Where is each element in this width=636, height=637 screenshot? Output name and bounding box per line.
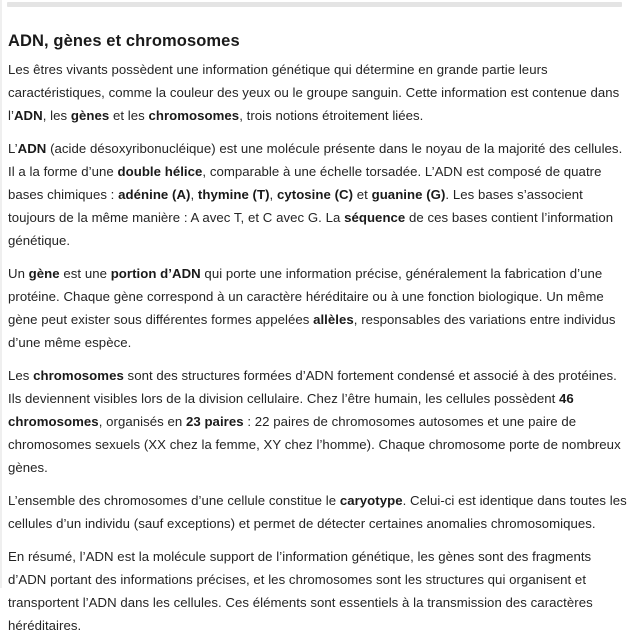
bold-term: chromosomes — [148, 108, 240, 123]
page-title: ADN, gènes et chromosomes — [8, 32, 240, 50]
text-run: L’ensemble des chromosomes d’une cellule constitue le — [8, 493, 340, 508]
text-run: , trois notions étroitement liées. — [239, 108, 424, 123]
text-run: Un — [8, 266, 29, 281]
bold-term: 23 paires — [185, 414, 244, 429]
bold-term: cytosine (C) — [276, 187, 354, 202]
text-run: est une — [59, 266, 111, 281]
paragraph — [8, 137, 628, 252]
bold-term: caryotype — [339, 493, 403, 508]
paragraph — [8, 58, 628, 127]
paragraph — [8, 545, 628, 637]
text-run: , organisés en — [98, 414, 186, 429]
text-run: : 22 paires de chromosomes autosomes et une paire de chromosomes sexuels (XX chez la femme, XY chez l’homme). Chaque chromosome porte de nombreux gènes. — [8, 414, 621, 475]
text-run: , les — [42, 108, 71, 123]
bold-term: gène — [28, 266, 60, 281]
paragraph — [8, 364, 628, 479]
article — [8, 30, 628, 637]
bold-term: séquence — [344, 210, 406, 225]
text-run: L’ — [8, 141, 18, 156]
text-run: . Celui-ci est identique dans toutes les cellules d’un individu (sauf exceptions) et permet de détecter certaines anomalies chromosomiques. — [8, 493, 627, 531]
text-run: , responsables des variations entre individus d’une même espèce. — [8, 312, 616, 350]
text-run: sont des structures formées d’ADN fortement condensé et associé à des protéines. Ils deviennent visibles lors de la division cellulaire. Chez l’être humain, les cellules possèdent — [8, 368, 617, 406]
paragraph — [8, 489, 628, 535]
text-run: Les êtres vivants possèdent une information génétique qui détermine en grande partie leurs caractéristiques, comme la couleur des yeux ou le groupe sanguin. Cette information est contenue dans l’ — [8, 62, 620, 123]
top-divider-bar — [7, 2, 622, 7]
text-run: Les — [8, 368, 34, 383]
bold-term: guanine (G) — [371, 187, 446, 202]
text-run: et les — [109, 108, 149, 123]
text-run: , — [269, 187, 277, 202]
bold-term: allèles — [313, 312, 354, 327]
text-run: . Les bases s’associent toujours de la même manière : A avec T, et C avec G. La — [8, 187, 583, 225]
bold-term: chromosomes — [33, 368, 124, 383]
bold-term: adénine (A) — [118, 187, 191, 202]
bold-term: thymine (T) — [197, 187, 270, 202]
bold-term: ADN — [17, 141, 47, 156]
bold-term: gènes — [70, 108, 110, 123]
text-run: (acide désoxyribonucléique) est une molécule présente dans le noyau de la majorité des cellules. Il a la forme d’une — [8, 141, 623, 179]
bold-term: ADN — [13, 108, 43, 123]
left-border-line — [0, 0, 2, 588]
text-run: qui porte une information précise, généralement la fabrication d’une protéine. Chaque gène correspond à un caractère héréditaire ou à une fonction biologique. Un même gène peut exister sous différentes formes appelées — [8, 266, 604, 327]
paragraph — [8, 262, 628, 354]
article-body — [8, 58, 628, 637]
bold-term: portion d’ADN — [110, 266, 201, 281]
text-run: de ces bases contient l’information génétique. — [8, 210, 614, 248]
text-run: En résumé, l’ADN est la molécule support de l’information génétique, les gènes sont des fragments d’ADN portant des informations précises, et les chromosomes sont les structures qui organisent et transportent l’ADN dans les cellules. Ces éléments sont essentiels à la transmission des caractères héréditaires. — [8, 549, 593, 633]
text-run: et — [353, 187, 372, 202]
text-run: , comparable à une échelle torsadée. L’ADN est composé de quatre bases chimiques : — [8, 164, 602, 202]
bold-term: 46 chromosomes — [8, 391, 574, 429]
bold-term: double hélice — [117, 164, 203, 179]
text-run: , — [190, 187, 198, 202]
